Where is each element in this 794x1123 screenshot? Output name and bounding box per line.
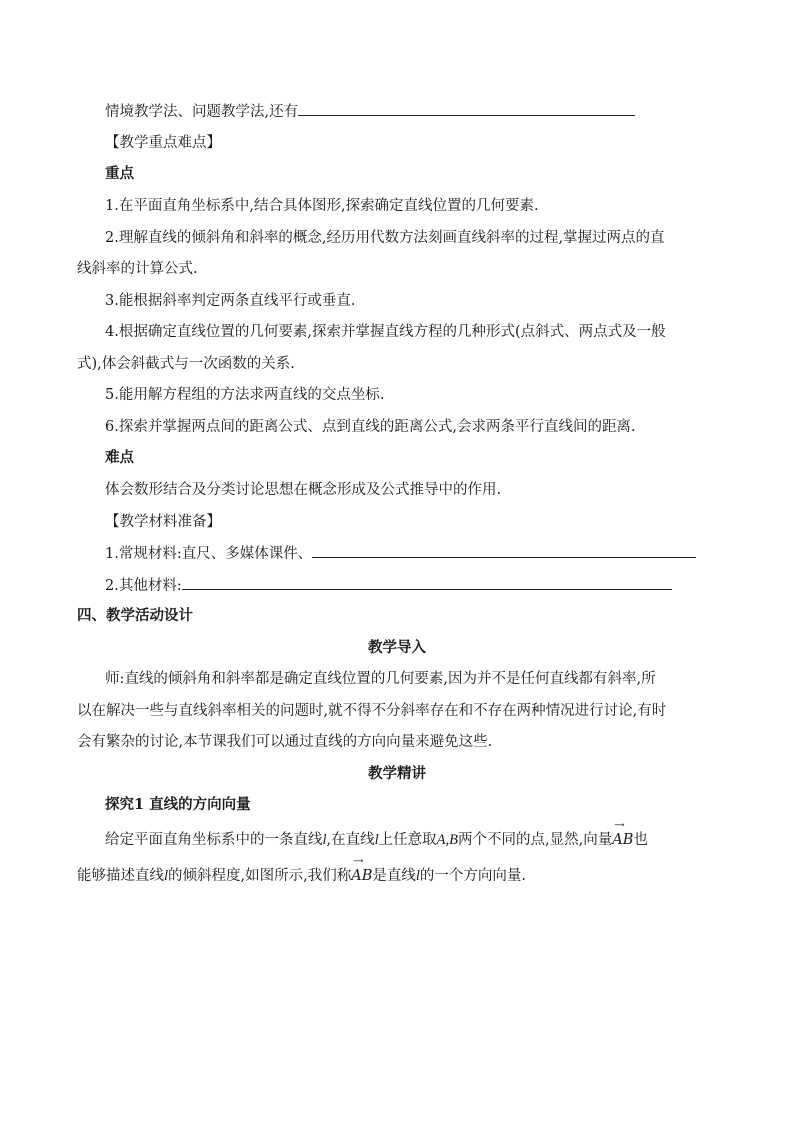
heading-materials: 【教学材料准备】 <box>105 514 221 530</box>
math-points: A,B <box>436 832 459 848</box>
subsection-intro: 教学导入 <box>368 639 426 656</box>
intro-paragraph-line-2: 以在解决一些与直线斜率相关的问题时,就不得不分斜率存在和不存在两种情况进行讨论,有时 <box>77 703 667 719</box>
key-point-6: 6.探索并掌握两点间的距离公式、点到直线的距离公式,会求两条平行直线间的距离. <box>105 419 636 435</box>
methods-blank <box>298 101 635 116</box>
text-seg: 给定平面直角坐标系中的一条直线 <box>105 832 323 848</box>
materials-2-text: 2.其他材料: <box>105 578 182 594</box>
key-point-4-cont: 式),体会斜截式与一次函数的关系. <box>77 356 295 372</box>
direction-vector-line-2 <box>77 857 527 886</box>
math-l: l <box>164 868 169 884</box>
key-point-3: 3.能根据斜率判定两条直线平行或垂直. <box>105 293 356 309</box>
vector-ab <box>612 821 634 850</box>
vector-arrow-icon: ⟶ <box>353 857 363 865</box>
direction-vector-line-1 <box>105 821 648 850</box>
text-seg: 也 <box>633 832 648 848</box>
text-seg: ,在直线 <box>326 832 375 848</box>
vector-arrow-icon: ⟶ <box>614 821 624 829</box>
key-point-2: 2.理解直线的倾斜角和斜率的概念,经历用代数方法刻画直线斜率的过程,掌握过两点的直 <box>105 230 665 246</box>
math-l: l <box>415 868 420 884</box>
difficult-point: 体会数形结合及分类讨论思想在概念形成及公式推导中的作用. <box>105 482 502 498</box>
materials-2 <box>105 575 672 596</box>
subheading-key: 重点 <box>105 165 134 182</box>
section-heading-4: 四、教学活动设计 <box>77 607 193 624</box>
materials-1-text: 1.常规材料:直尺、多媒体课件、 <box>105 546 313 562</box>
text-seg: 是直线 <box>372 868 416 884</box>
vector-label: AB <box>612 832 634 848</box>
intro-paragraph-line-1: 师:直线的倾斜角和斜率都是确定直线位置的几何要素,因为并不是任何直线都有斜率,所 <box>105 671 656 687</box>
text-seg: 上任意取 <box>378 832 437 848</box>
explore-1-heading: 探究1 直线的方向向量 <box>105 796 251 813</box>
vector-ab <box>351 857 373 886</box>
text-seg: 的一个方向向量. <box>419 868 527 884</box>
methods-text: 情境教学法、问题教学法,还有 <box>105 104 299 120</box>
key-point-1: 1.在平面直角坐标系中,结合具体图形,探索确定直线位置的几何要素. <box>105 198 539 214</box>
paragraph-methods <box>105 101 635 122</box>
text-seg: 两个不同的点,显然,向量 <box>458 832 613 848</box>
key-point-4: 4.根据确定直线位置的几何要素,探索并掌握直线方程的几种形式(点斜式、两点式及一般 <box>105 324 666 340</box>
math-l: l <box>374 832 379 848</box>
math-l: l <box>322 832 327 848</box>
key-point-5: 5.能用解方程组的方法求两直线的交点坐标. <box>105 387 385 403</box>
key-point-2-cont: 线斜率的计算公式. <box>77 261 198 277</box>
text-seg: 能够描述直线 <box>77 868 164 884</box>
intro-paragraph-line-3: 会有繁杂的讨论,本节课我们可以通过直线的方向向量来避免这些. <box>77 734 493 750</box>
subsection-lecture: 教学精讲 <box>368 765 426 782</box>
heading-key-points: 【教学重点难点】 <box>105 135 221 151</box>
materials-2-blank <box>182 575 672 590</box>
text-seg: 的倾斜程度,如图所示,我们称 <box>168 868 352 884</box>
materials-1-blank <box>312 543 696 558</box>
subheading-difficult: 难点 <box>105 449 134 466</box>
materials-1 <box>105 543 696 564</box>
vector-label: AB <box>351 868 373 884</box>
